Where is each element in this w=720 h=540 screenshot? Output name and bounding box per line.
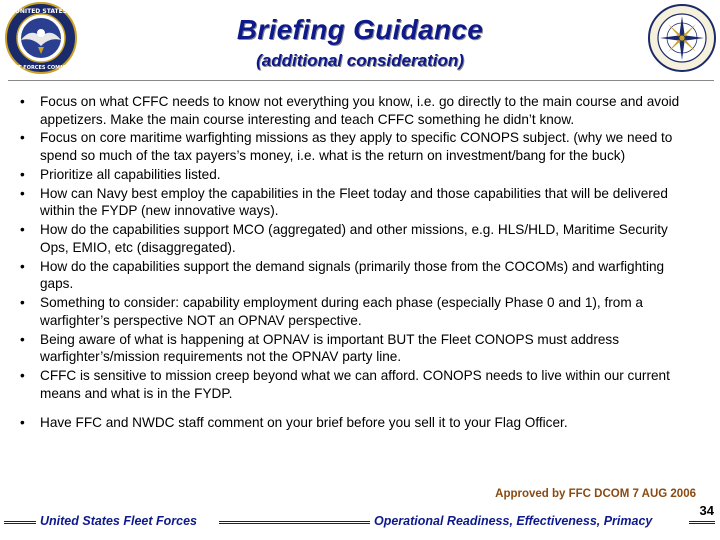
header-divider	[8, 80, 714, 81]
nwdc-seal	[648, 4, 716, 72]
list-item: • Focus on core maritime warfighting missions as they apply to specific CONOPS subject. (why we need to spend so much of the tax payers’s money, i.e. what is the return on investment/bang for the buck)	[20, 130, 673, 164]
footer-divider	[689, 521, 715, 524]
bullet-dot-icon: •	[20, 295, 25, 311]
list-item: • Prioritize all capabilities listed.	[20, 166, 221, 182]
list-item: • Have FFC and NWDC staff comment on your brief before you sell it to your Flag Officer.	[20, 415, 568, 431]
page-number: 34	[699, 503, 714, 518]
guidance-list	[0, 93, 700, 433]
footer-divider	[219, 521, 370, 524]
svg-text:FLEET FORCES COMMAND: FLEET FORCES COMMAND	[5, 65, 77, 71]
list-item: • CFFC is sensitive to mission creep beyond what we can afford. CONOPS needs to live within our current means and what is in the FYDP.	[20, 368, 670, 401]
footer-organization: United States Fleet Forces	[40, 514, 197, 528]
bullet-dot-icon: •	[20, 130, 25, 146]
bullet-dot-icon: •	[20, 222, 25, 238]
bullet-dot-icon: •	[20, 415, 25, 431]
list-item: • How do the capabilities support the demand signals (primarily those from the COCOMs) and warfighting gaps.	[20, 258, 665, 292]
footer-divider	[4, 521, 36, 524]
approval-note: Approved by FFC DCOM 7 AUG 2006	[495, 488, 696, 500]
bullet-dot-icon: •	[20, 166, 25, 182]
list-item: • How can Navy best employ the capabilities in the Fleet today and those capabilities that will be delivered within the FYDP (new innovative ways).	[20, 185, 668, 219]
slide-subtitle: (additional consideration)	[256, 51, 464, 70]
list-item: • How do the capabilities support MCO (aggregated) and other missions, e.g. HLS/HLD, Maritime Security Ops, EMIO, etc (disaggregated).	[20, 222, 668, 255]
list-item: • Focus on what CFFC needs to know not everything you know, i.e. go directly to the main course and avoid appetizers. Make the main course interesting and teach CFFC something he didn’t know.	[20, 94, 680, 127]
list-item: • Being aware of what is happening at OPNAV is important BUT the Fleet CONOPS must address warfighter’s/mission requirements not the OPNAV party line.	[20, 331, 620, 365]
bullet-dot-icon: •	[20, 94, 25, 109]
bullet-dot-icon: •	[20, 368, 25, 384]
bullet-dot-icon: •	[20, 258, 25, 274]
list-item: • Something to consider: capability employment during each phase (especially Phase 0 and 1), from a warfighter’s perspective NOT an OPNAV perspective.	[20, 295, 643, 328]
svg-text:UNITED STATES: UNITED STATES	[14, 8, 68, 15]
bullet-dot-icon: •	[20, 185, 25, 201]
footer-motto: Operational Readiness, Effectiveness, Primacy	[374, 514, 653, 528]
bullet-dot-icon: •	[20, 331, 25, 347]
slide-title: Briefing Guidance	[236, 14, 484, 45]
